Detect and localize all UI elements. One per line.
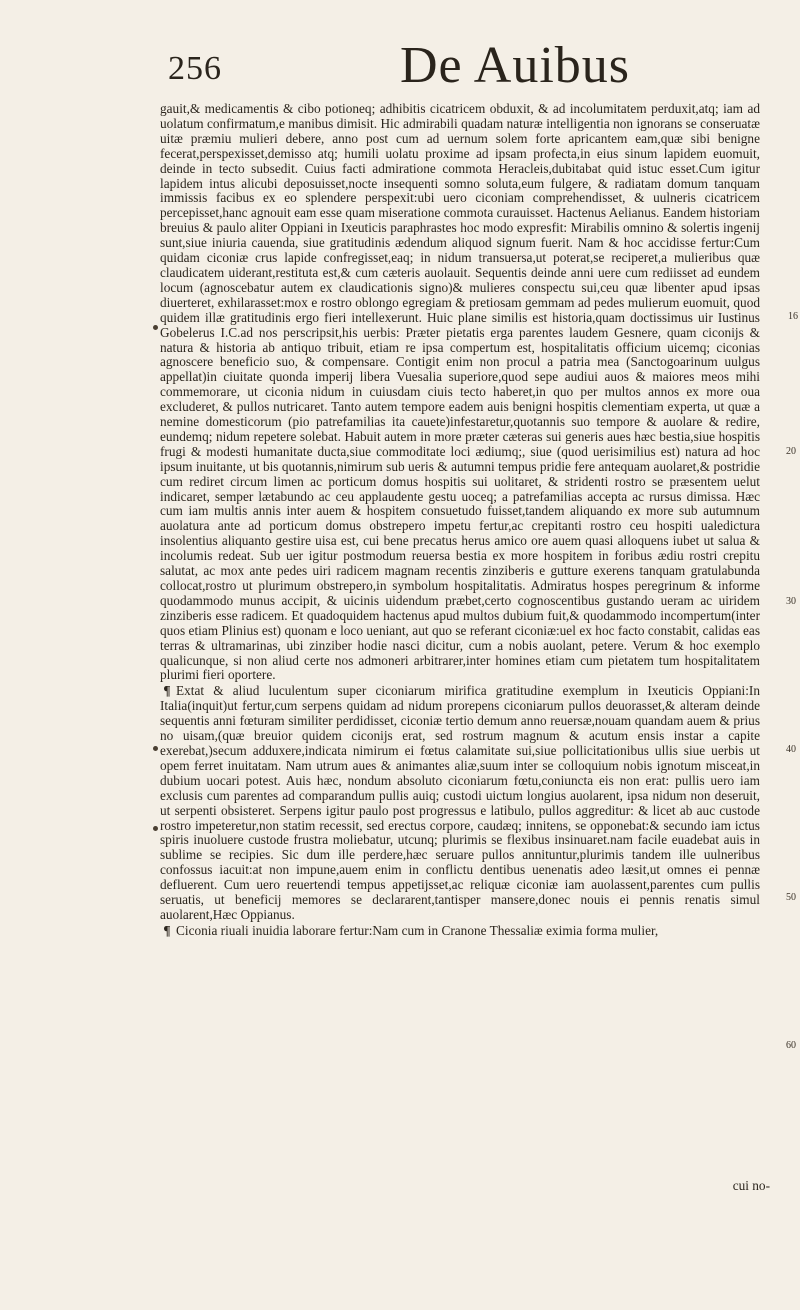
margin-line-number: 40 bbox=[786, 744, 796, 755]
ink-speck bbox=[153, 826, 158, 831]
paragraph bbox=[160, 924, 760, 939]
page-header bbox=[160, 28, 766, 94]
pilcrow-mark: ¶ bbox=[163, 683, 171, 699]
ink-speck bbox=[153, 746, 158, 751]
margin-line-number: 16 bbox=[788, 311, 798, 322]
margin-line-number: 30 bbox=[786, 596, 796, 607]
paragraph-text: gauit,& medicamentis & cibo potioneq; adhibitis cicatricem obduxit, & ad incolumitatem perduxit,atq; iam ad uolatum confirmatum,e manibus dimisit. Hic admirabili quadam naturæ intelligentia non ignorans se conseruatæ uitæ præmiu mulieri debere, anno post cum ad uernum solem forte apricantem eam,quæ sibi benigne fecerat,perspexisset,demisso atq; humili uolatu proxime ad ipsam profecta,in eius sinum lapidem euomuit, deinde in tecto subsedit. Cuius facti admiratione commota Heracleis,dubitabat quid istuc esset.Cum igitur lapidem intus alicubi deposuisset,nocte insequenti somno soluta,eum fulgere, & radiatam domum tanquam immissis facibus ex eo splendere perspexit:ubi uero ciconiam comprehendisset, & uulneris cicatricem percepisset,hanc agnouit eam esse quam miseratione commota curauisset. Hactenus Aelianus. Eandem historiam breuius & paulo aliter Oppiani in Ixeuticis paraphrastes hoc modo expresfit: Mirabilis omnino & solertis ingenij sunt,siue iniuria cauenda, siue gratitudinis ædendum aliquod signum fuerit. Nam & hoc accidisse fertur:Cum quidam ciconiæ crus lapide confregisset,eaq; in nidum transuersa,ut poterat,se reciperet,a mulieribus quæ claudicatem uiderant,restituta est,& cum cæteris auolauit. Sequentis deinde anni uere cum rediisset ad eundem locum (agnoscebatur autem ex claudicationis signo)& mulieres conspectu sui,ceu quæ libenter apud ipsas diuerteret, exhilarasset:mox e rostro oblongo egregiam & pretiosam gemmam ad pedes mulierum euomuit, quod quidem illæ gratitudinis ergo fieri intellexerunt. Huic plane similis est historia,quam doctissimus uir Iustinus Gobelerus I.C.ad nos perscripsit,his uerbis: Præter pietatis erga parentes laudem Gesnere, quam ciconijs & natura & historia ab antiquo tribuit, etiam re ipsa compertum est, hospitalitatis officium uicemq; ciconias agnoscere beneficio suo, & compensare. Contigit enim non procul a patria mea (Sanctogoarinum uulgus appellat)in ciuitate quonda imperij libera Vuesalia superiore,quod sepe audiui auos & maiores meos mihi commemorare, ut ciconia nidum in cuiusdam ciuis tecto haberet,in quo per multos annos ex more oua excluderet, & pullos nutricaret. Tanto autem tempore eadem auis benigni hospitis clementiam experta, ut quæ a nemine domesticorum (pio patrefamilias ita cauete)infestaretur,quotannis suo tempore & auolare & redire, eundemq; nidum repetere solebat. Habuit autem in more præter cæteras sui generis aues hæc bestia,siue hospitis frugi & modesti humanitate ducta,siue commoditate loci ædiumq;, siue (quod uerisimilius est) natura ad hoc ipsum inuitante, ut bis quotannis,nimirum sub ueris & autumni tempus pridie fere antequam auolaret,& postridie cum rediret circum limen ac porticum domus hospitis sui uolitaret, & stridenti rostro se præsentem uelut indicaret, semper lætabundo ac ceu applaudente gestu uoceq; a patrefamilias accepta ac rursus dimissa. Hæc cum iam multis annis inter auem & hospitem consuetudo fuisset,tandem aliquando ex more sub autumnum auolatura ante ad porticum domus obstrepero impetu fertur,ac crepitanti rostro ceu hospiti ualedictura insolentius aliquanto gestire uisa est, cui bene precatus herus amico ore auem quasi alloquens iubet ut salua & incolumis redeat. Sub uer igitur postmodum reuersa bestia ex more hospitem in foribus ædiu rostri crepitu salutat, ac mox ante pedes uiri radicem magnam recentis zinziberis e gutture exerens tanquam gratulabunda collocat,rostro ut plurimum obstrepero,in symbolum hospitalitatis. Admiratus hospes peregrinum & informe quodammodo munus accipit, & uicinis uidendum præbet,certo cognoscentibus gustando ueram ac uiridem zinziberis esse radicem. Et quadoquidem hactenus apud multos dubium fuit,& quodammodo incompertum(inter quos etiam Plinius est) quonam e loco ueniant, aut quo se referant ciconiæ:uel ex hoc facto constabit, calidas eas terras & ultramarinas, ubi zinziber hodie nasci dicitur, cum a nobis auolant, petere. Verum & hoc exemplo qualicunque, si non aliud certe nos admoneri arbitrarer,inter homines etiam cum pietatem tum hospitalitatem plurimi fieri oportere. bbox=[160, 101, 760, 683]
paragraph-text: Extat & aliud luculentum super ciconiarum mirifica gratitudine exemplum in Ixeuticis Oppiani:In Italia(inquit)ut fertur,cum serpens quidam ad nidum prorepens ciconiarum pullos deuorasset,& alteram deinde sequentis anni fœturam similiter perdidisset, ciconiæ tertio demum anno reuersæ,nouam quandam auem & prius no uisam,(quæ breuior quidem ciconijs erat, sed rostrum magnum & acutum ensis instar a capite exerebat,)secum adduxere,indicata nimirum ei fœtus calamitate sui,siue pollicitationibus ullis siue uerbis ut opem ferret inuitatam. Nam utrum aues & animantes aliæ,suum inter se colloquium nobis ignotum misceat,in dubium uocari potest. Auis hæc, nondum absoluto ciconiarum fœtu,coniuncta eis non erat: pullis uero iam exclusis cum parentes ad comparandum pullis auiq; custodi uictum longius auolarent, ipsa nidum non deseruit, ut serpenti obsisteret. Serpens igitur paulo post progressus e latibulo, pullos aggreditur: & licet ab auc custode rostro impeteretur,non statim recessit, sed erectus corpore, caudæq; innitens, se opponebat:& secundo iam ictus spiris inuoluere custode frustra moliebatur, utcunq; plurimis se flexibus insinuaret.nam facile euadebat auis in sublime se recipies. Sic dum ille perdere,hæc seruare pullos annituntur,plurimis tandem ille uulneribus confossus iacuit:at non impune,auem enim in conflictu dentibus uenenatis adeo læsit,ut omnes ei pennæ defluerent. Cum uero reuertendi tempus appetijsset,ac reliquæ ciconiæ iam auolassent,parentes cum pullis seruatis, ut beneficij memores se declararent,tantisper mansere,donec nouis ei pennis renatis simul auolarent,Hæc Oppianus. bbox=[160, 683, 760, 922]
margin-line-number: 50 bbox=[786, 892, 796, 903]
paragraph-text: Ciconia riuali inuidia laborare fertur:Nam cum in Cranone Thessaliæ eximia forma mulier, bbox=[176, 922, 659, 938]
margin-line-number: 20 bbox=[786, 446, 796, 457]
body-text bbox=[160, 102, 760, 939]
paragraph bbox=[160, 684, 760, 923]
ink-speck bbox=[153, 325, 158, 330]
pilcrow-mark: ¶ bbox=[163, 922, 171, 938]
catchword: cui no- bbox=[732, 1178, 770, 1193]
paragraph bbox=[160, 102, 760, 683]
page-number: 256 bbox=[168, 50, 222, 87]
running-head: De Auibus bbox=[400, 37, 630, 94]
margin-line-number: 60 bbox=[786, 1040, 796, 1051]
